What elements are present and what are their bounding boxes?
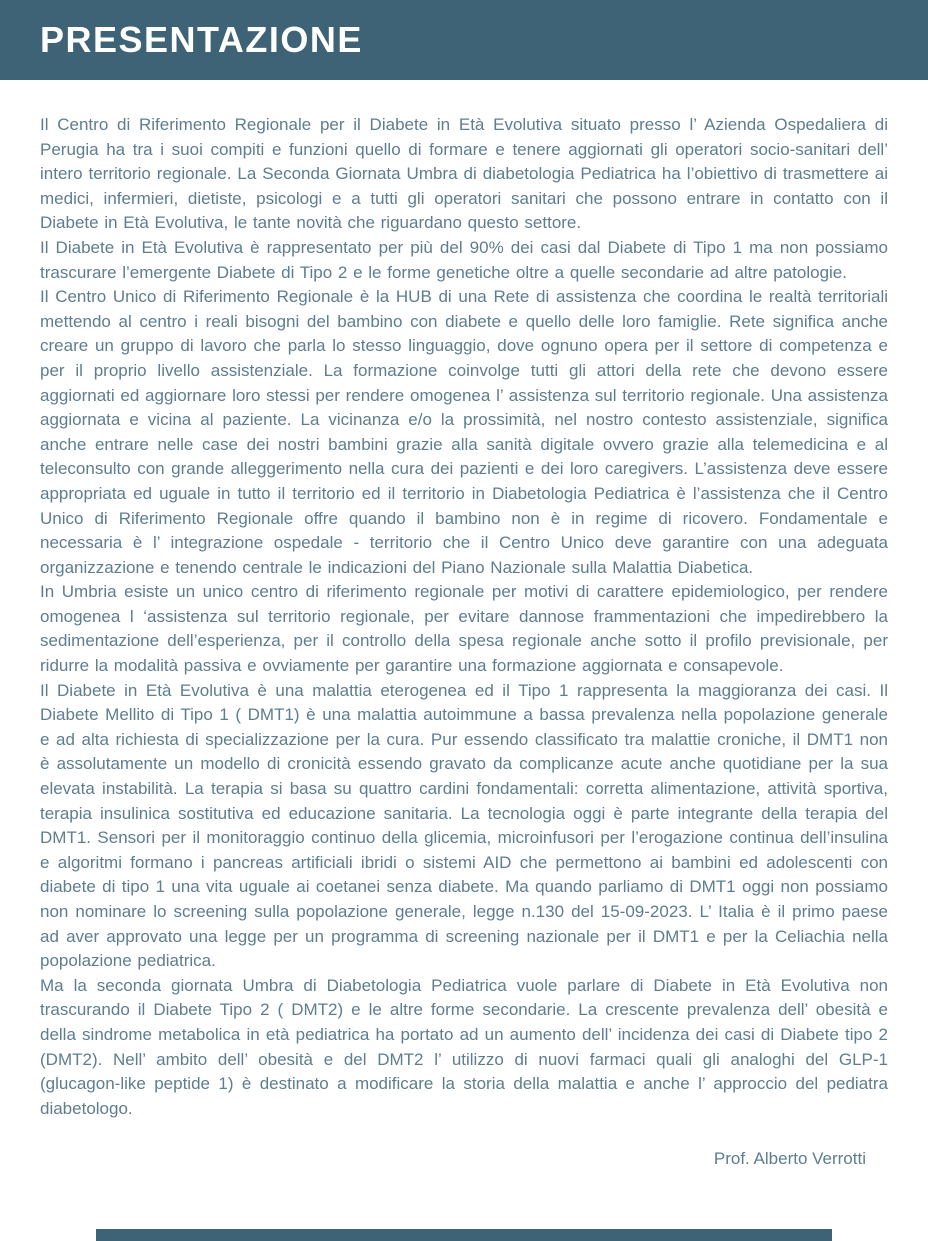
- footer-bar: [96, 1229, 832, 1241]
- page-title: PRESENTAZIONE: [40, 19, 363, 60]
- body-paragraph: Ma la seconda giornata Umbra di Diabetologia Pediatrica vuole parlare di Diabete in Età Evolutiva non trascurando il Diabete Tipo 2 ( DMT2) e le altre forme secondarie. La crescente prevalenza dell’ obesità e della sindrome metabolica in età pediatrica ha portato ad un aumento dell’ incidenza dei casi di Diabete tipo 2 (DMT2). Nell’ ambito dell’ obesità e del DMT2 l’ utilizzo di nuovi farmaci quali gli analoghi del GLP-1 (glucagon-like peptide 1) è destinato a modificare la storia della malattia e anche l’ approccio del pediatra diabetologo.: [40, 975, 888, 1118]
- paragraph-list: [40, 113, 888, 1121]
- document-body: [40, 113, 888, 1172]
- body-paragraph: Il Diabete in Età Evolutiva è una malattia eterogenea ed il Tipo 1 rappresenta la maggioranza dei casi. Il Diabete Mellito di Tipo 1 ( DMT1) è una malattia autoimmune a bassa prevalenza nella popolazione generale e ad alta richiesta di specializzazione per la cura. Pur essendo classificato tra malattie croniche, il DMT1 non è assolutamente un modello di cronicità essendo gravato da complicanze acute anche quotidiane per la sua elevata instabilità. La terapia si basa su quattro cardini fondamentali: corretta alimentazione, attività sportiva, terapia insulinica sostitutiva ed educazione sanitaria. La tecnologia oggi è parte integrante della terapia del DMT1. Sensori per il monitoraggio continuo della glicemia, microinfusori per l’erogazione continua dell’insulina e algoritmi formano i pancreas artificiali ibridi o sistemi AID che permettono ai bambini ed adolescenti con diabete di tipo 1 una vita uguale ai coetanei senza diabete. Ma quando parliamo di DMT1 oggi non possiamo non nominare lo screening sulla popolazione generale, legge n.130 del 15-09-2023. L’ Italia è il primo paese ad aver approvato una legge per un programma di screening nazionale per il DMT1 e per la Celiachia nella popolazione pediatrica.: [40, 680, 888, 971]
- body-paragraph: In Umbria esiste un unico centro di riferimento regionale per motivi di carattere epidemiologico, per rendere omogenea l ‘assistenza sul territorio regionale, per evitare dannose frammentazioni che impedirebbero la sedimentazione dell’esperienza, per il controllo della spesa regionale anche sotto il profilo previsionale, per ridurre la modalità passiva e ovviamente per garantire una formazione aggiornata e consapevole.: [40, 582, 888, 676]
- header-band: [0, 0, 928, 80]
- body-paragraph: Il Diabete in Età Evolutiva è rappresentato per più del 90% dei casi dal Diabete di Tipo 1 ma non possiamo trascurare l’emergente Diabete di Tipo 2 e le forme genetiche oltre a quelle secondarie ad altre patologie.: [40, 237, 888, 282]
- body-paragraph: Il Centro Unico di Riferimento Regionale è la HUB di una Rete di assistenza che coordina le realtà territoriali mettendo al centro i reali bisogni del bambino con diabete e quello delle loro famiglie. Rete significa anche creare un gruppo di lavoro che parla lo stesso linguaggio, dove ognuno opera per il settore di competenza e per il proprio livello assistenziale. La formazione coinvolge tutti gli attori della rete che devono essere aggiornati ed aggiornare loro stessi per rendere omogenea l’ assistenza sul territorio regionale. Una assistenza aggiornata e vicina al paziente. La vicinanza e/o la prossimità, nel nostro contesto assistenziale, significa anche entrare nelle case dei nostri bambini grazie alla sanità digitale ovvero grazie alla telemedicina e al teleconsulto con grande alleggerimento nella cura dei pazienti e dei loro caregivers. L’assistenza deve essere appropriata ed uguale in tutto il territorio ed il territorio in Diabetologia Pediatrica è l’assistenza che il Centro Unico di Riferimento Regionale offre quando il bambino non è in regime di ricovero. Fondamentale e necessaria è l’ integrazione ospedale - territorio che il Centro Unico deve garantire con una adeguata organizzazione e tenendo centrale le indicazioni del Piano Nazionale sulla Malattia Diabetica.: [40, 287, 888, 577]
- signature: Prof. Alberto Verrotti: [713, 1149, 866, 1169]
- body-paragraph: Il Centro di Riferimento Regionale per il Diabete in Età Evolutiva situato presso l’ Azienda Ospedaliera di Perugia ha tra i suoi compiti e funzioni quello di formare e tenere aggiornati gli operatori socio-sanitari dell’ intero territorio regionale. La Seconda Giornata Umbra di diabetologia Pediatrica ha l’obiettivo di trasmettere ai medici, infermieri, dietiste, psicologi e a tutti gli operatori sanitari che possono entrare in contatto con il Diabete in Età Evolutiva, le tante novità che riguardano questo settore.: [40, 115, 888, 233]
